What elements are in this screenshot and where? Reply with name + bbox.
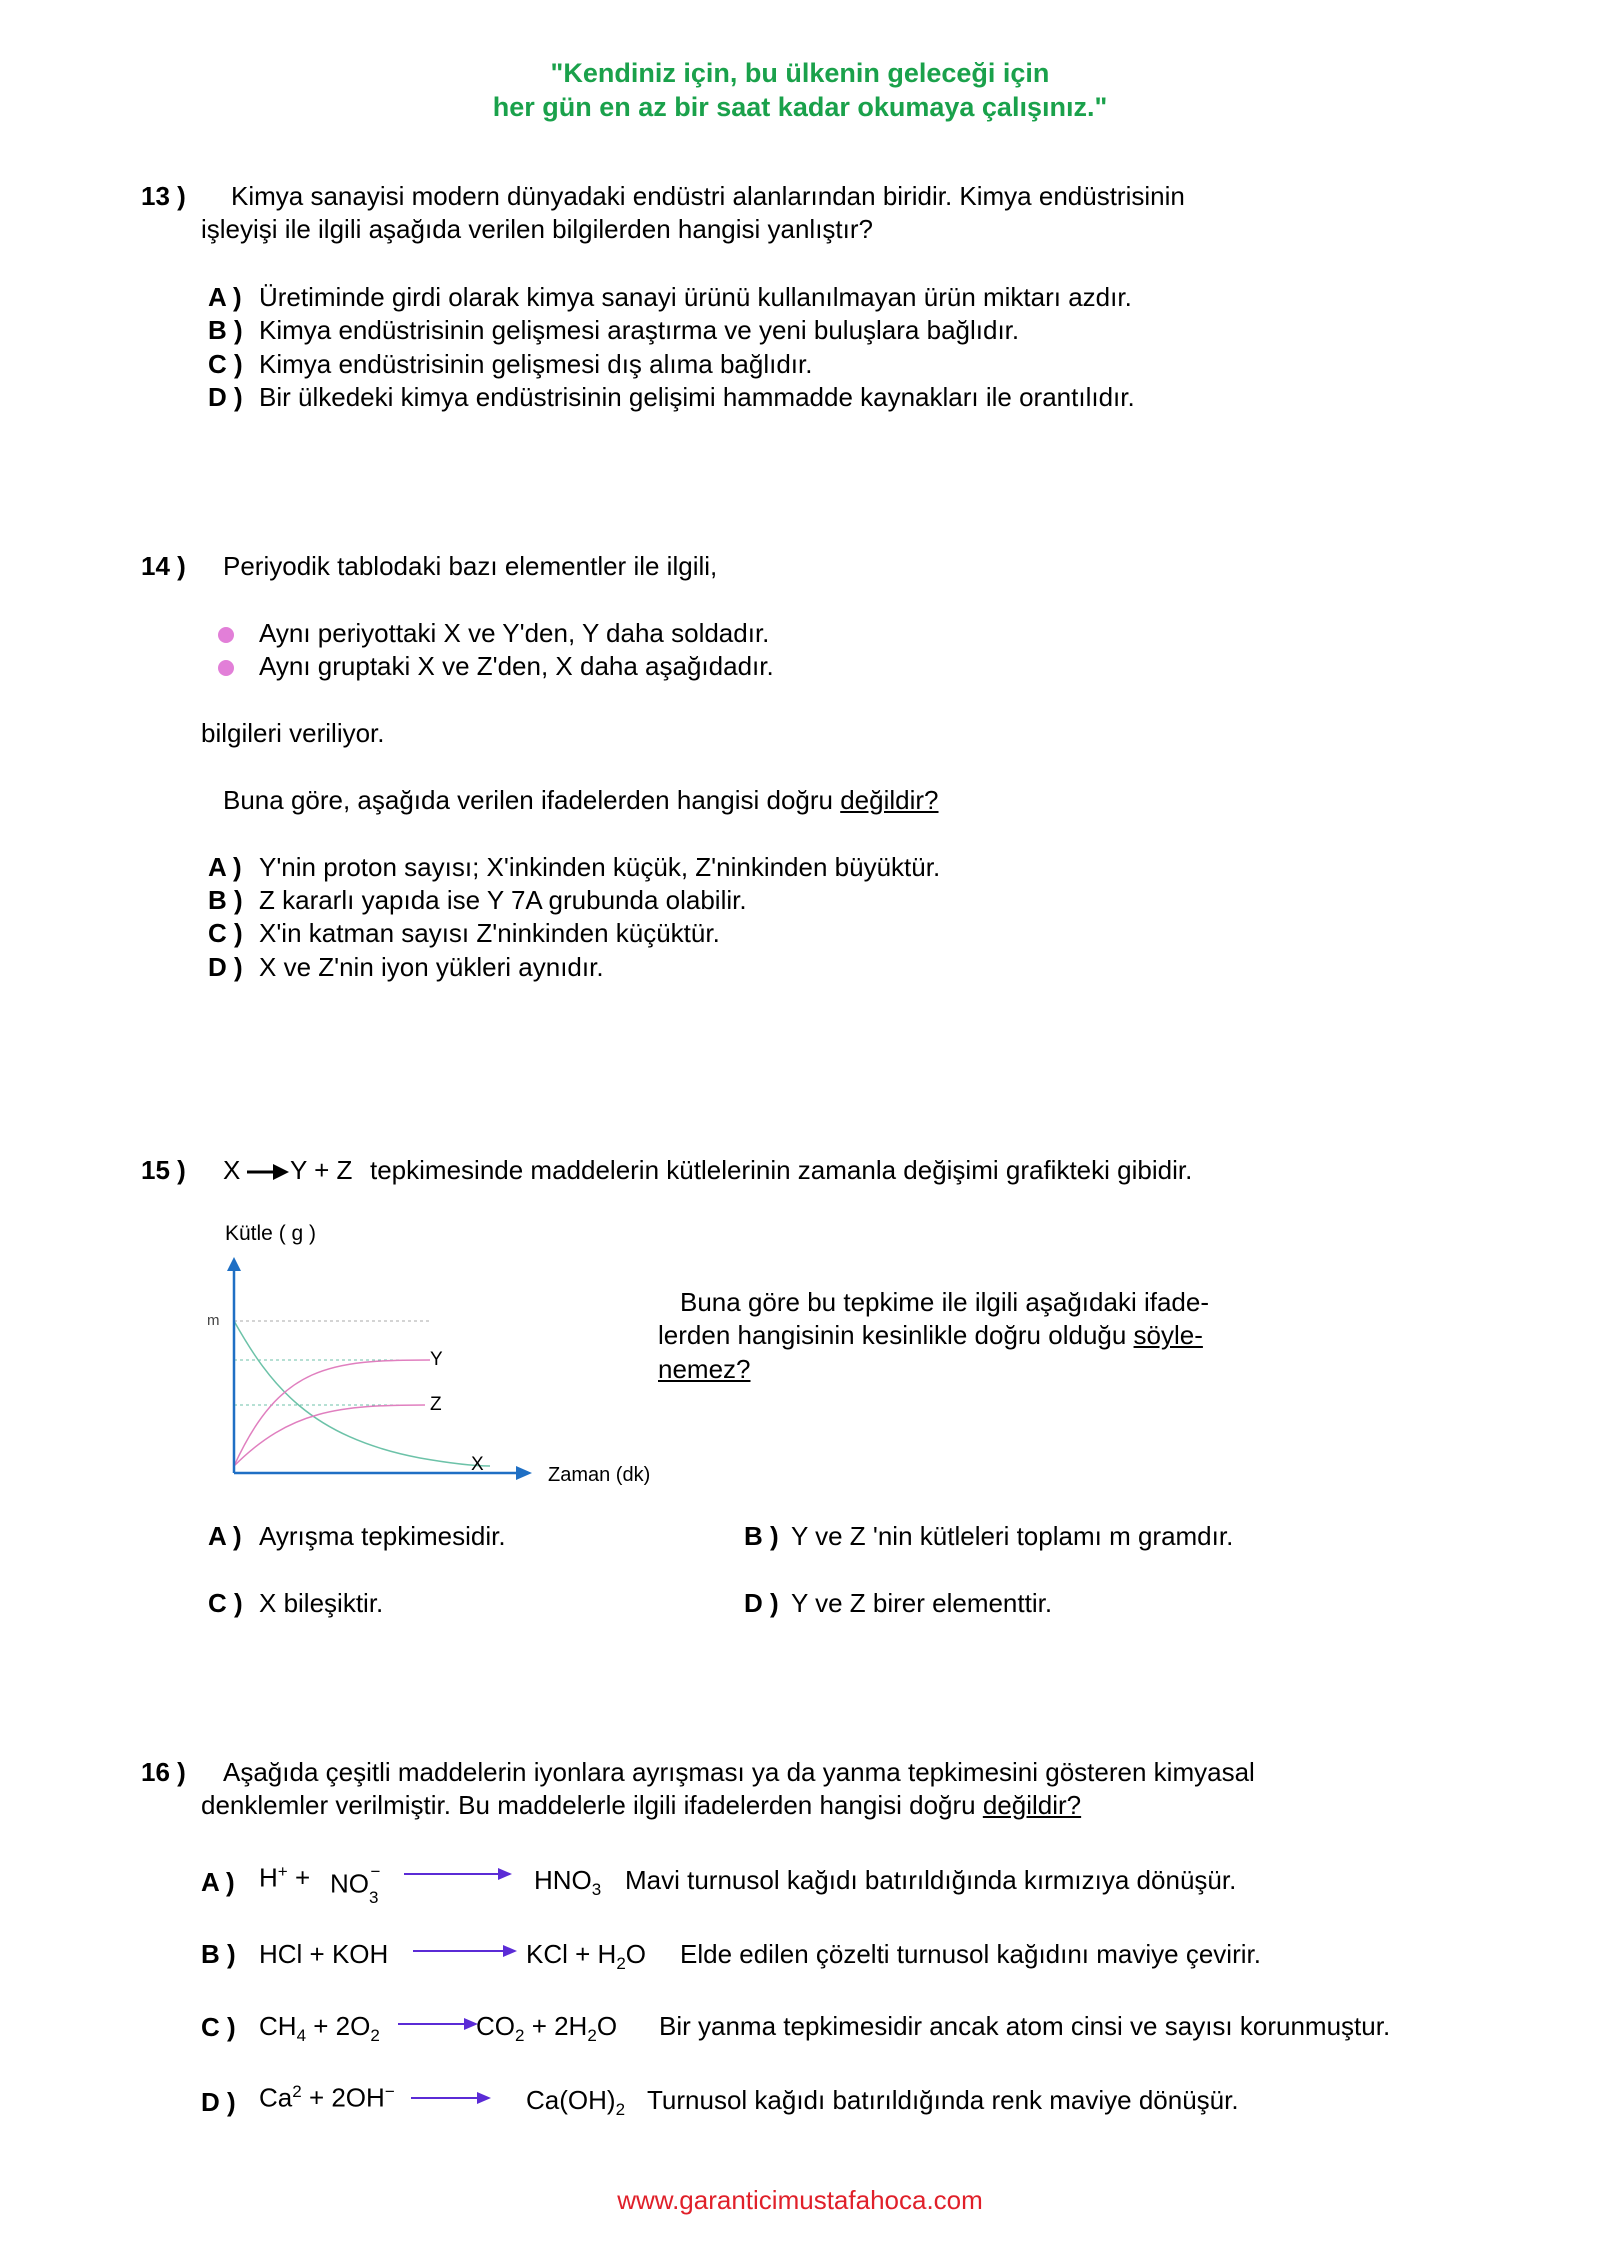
option-text-d[interactable]: X ve Z'nin iyon yükleri aynıdır. — [259, 952, 604, 982]
question-text-pre: Buna göre, aşağıda verilen ifadelerden hangisi doğru — [223, 785, 841, 815]
question-line-1: Buna göre bu tepkime ile ilgili aşağıdaki ifade- — [680, 1287, 1209, 1317]
option-text-b[interactable]: Y ve Z 'nin kütleleri toplamı m gramdır. — [791, 1521, 1234, 1551]
question-number: 13 ) — [141, 181, 186, 211]
option-letter-d[interactable]: D ) — [201, 2087, 236, 2117]
question-stem-line-2-underlined: değildir? — [982, 1790, 1082, 1820]
option-text-b[interactable]: Elde edilen çözelti turnusol kağıdını maviye çevirir. — [680, 1939, 1261, 1969]
option-letter-a[interactable]: A ) — [208, 282, 242, 312]
question-line-2-pre: lerden hangisinin kesinlikle doğru olduğu — [658, 1320, 1134, 1350]
y-axis-label: Kütle ( g ) — [225, 1222, 317, 1245]
equation-a-reactants: H+ + — [259, 1862, 311, 1893]
option-text-b[interactable]: Z kararlı yapıda ise Y 7A grubunda olabilir. — [259, 885, 747, 915]
reaction-arrow-icon — [411, 1941, 519, 1961]
option-text-a[interactable]: Mavi turnusol kağıdı batırıldığında kırmızıya dönüşür. — [625, 1865, 1237, 1895]
option-text-a[interactable]: Üretiminde girdi olarak kimya sanayi ürünü kullanılmayan ürün miktarı azdır. — [259, 282, 1132, 312]
option-text-d[interactable]: Turnusol kağıdı batırıldığında renk maviye dönüşür. — [647, 2085, 1239, 2115]
option-letter-a[interactable]: A ) — [208, 1521, 242, 1551]
equation-left: X — [223, 1155, 241, 1185]
option-text-c[interactable]: X bileşiktir. — [259, 1588, 384, 1618]
bullet-icon — [218, 660, 234, 676]
question-stem-line-2: işleyişi ile ilgili aşağıda verilen bilgilerden hangisi yanlıştır? — [201, 214, 874, 244]
question-stem-line-1: Aşağıda çeşitli maddelerin iyonlara ayrışması ya da yanma tepkimesini gösteren kimyasal — [223, 1757, 1255, 1787]
option-letter-b[interactable]: B ) — [208, 885, 243, 915]
question-number: 14 ) — [141, 551, 186, 581]
x-axis-arrow-icon — [516, 1466, 532, 1480]
option-letter-d[interactable]: D ) — [208, 952, 243, 982]
question-intro: Periyodik tablodaki bazı elementler ile ilgili, — [223, 551, 718, 581]
series-label-x: X — [471, 1454, 484, 1475]
reaction-arrow-icon — [402, 1864, 514, 1884]
option-letter-c[interactable]: C ) — [208, 349, 243, 379]
reaction-arrow-icon — [396, 2014, 480, 2034]
motto-line-1: "Kendiniz için, bu ülkenin geleceği için — [550, 58, 1050, 88]
equation-c-reactants: $CH_4 + 2O_2$ — [259, 2011, 380, 2046]
option-letter-b[interactable]: B ) — [208, 315, 243, 345]
question-line-2-underlined: söyle- — [1133, 1320, 1203, 1350]
question-stem-line-2 — [201, 1790, 1081, 1821]
bullet-item-2: Aynı gruptaki X ve Z'den, X daha aşağıdadır. — [259, 651, 774, 681]
y-axis-arrow-icon — [227, 1257, 241, 1271]
option-letter-d[interactable]: D ) — [744, 1588, 779, 1618]
equation-b-products: KCl + $H_2O$ — [526, 1939, 647, 1974]
option-text-d[interactable]: Y ve Z birer elementtir. — [791, 1588, 1053, 1618]
x-axis-label: Zaman (dk) — [548, 1464, 651, 1485]
bullet-item-1: Aynı periyottaki X ve Y'den, Y daha soldadır. — [259, 618, 770, 648]
series-z-curve — [234, 1405, 425, 1466]
option-text-c[interactable]: Kimya endüstrisinin gelişmesi dış alıma bağlıdır. — [259, 349, 813, 379]
equation-d-product: $Ca(OH)_2$ — [526, 2085, 626, 2120]
question-number: 16 ) — [141, 1757, 186, 1787]
series-x-curve — [234, 1321, 490, 1466]
option-letter-a[interactable]: A ) — [208, 852, 242, 882]
option-letter-c[interactable]: C ) — [208, 918, 243, 948]
question-number: 15 ) — [141, 1155, 186, 1185]
option-text-c[interactable]: X'in katman sayısı Z'ninkinden küçüktür. — [259, 918, 720, 948]
question-stem-line-1: Kimya sanayisi modern dünyadaki endüstri alanlarından biridir. Kimya endüstrisinin — [231, 181, 1185, 211]
equation-a-nitrate: $NO_3^-$ — [330, 1862, 381, 1907]
equation-b-reactants: HCl + KOH — [259, 1939, 389, 1969]
reaction-arrow-icon — [245, 1160, 291, 1184]
series-label-y: Y — [430, 1349, 443, 1370]
question-line-2 — [658, 1320, 1203, 1351]
bullet-icon — [218, 627, 234, 643]
reaction-arrow-icon — [409, 2088, 493, 2108]
option-text-b[interactable]: Kimya endüstrisinin gelişmesi araştırma ve yeni buluşlara bağlıdır. — [259, 315, 1020, 345]
equation-a-product: $HNO_3$ — [534, 1865, 602, 1900]
motto-line-2: her gün en az bir saat kadar okumaya çalışınız." — [492, 92, 1108, 122]
y-tick-m: m — [207, 1312, 220, 1329]
option-letter-c[interactable]: C ) — [208, 1588, 243, 1618]
equation-right: Y + Z — [290, 1155, 353, 1185]
question-stem: tepkimesinde maddelerin kütlelerinin zamanla değişimi grafikteki gibidir. — [370, 1155, 1193, 1185]
series-label-z: Z — [430, 1394, 442, 1415]
footer-link[interactable]: www.garanticimustafahoca.com — [617, 2185, 983, 2215]
question-stem-line-2-pre: denklemler verilmiştir. Bu maddelerle ilgili ifadelerden hangisi doğru — [201, 1790, 983, 1820]
equation-d-reactants: $Ca^2 + 2OH^-$ — [259, 2082, 395, 2113]
option-letter-b[interactable]: B ) — [744, 1521, 779, 1551]
option-letter-d[interactable]: D ) — [208, 382, 243, 412]
question-text — [223, 785, 939, 816]
question-text-underlined: değildir? — [840, 785, 939, 815]
given-text: bilgileri veriliyor. — [201, 718, 385, 748]
equation-c-products: $CO_2 + 2H_2O$ — [476, 2011, 618, 2046]
option-text-a[interactable]: Y'nin proton sayısı; X'inkinden küçük, Z'ninkinden büyüktür. — [259, 852, 941, 882]
series-y-curve — [234, 1360, 430, 1466]
option-text-d[interactable]: Bir ülkedeki kimya endüstrisinin gelişimi hammadde kaynakları ile orantılıdır. — [259, 382, 1135, 412]
option-letter-b[interactable]: B ) — [201, 1939, 236, 1969]
option-letter-c[interactable]: C ) — [201, 2012, 236, 2042]
mass-time-chart — [200, 1215, 680, 1485]
option-text-a[interactable]: Ayrışma tepkimesidir. — [259, 1521, 506, 1551]
question-line-3: nemez? — [658, 1354, 751, 1384]
option-letter-a[interactable]: A ) — [201, 1867, 235, 1897]
option-text-c[interactable]: Bir yanma tepkimesidir ancak atom cinsi ve sayısı korunmuştur. — [659, 2011, 1391, 2041]
